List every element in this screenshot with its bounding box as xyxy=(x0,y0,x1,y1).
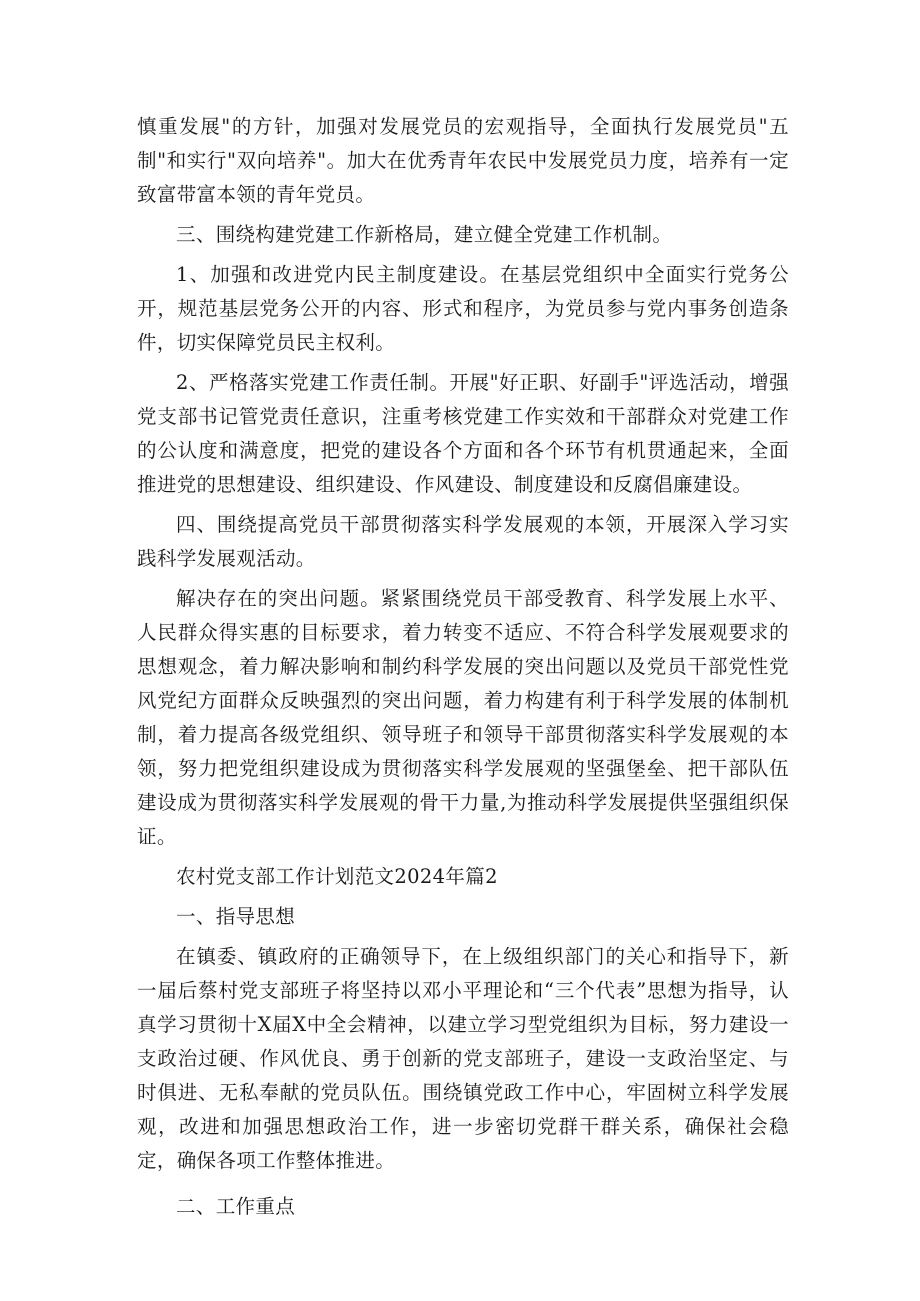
section-heading-three: 三、围绕构建党建工作新格局，建立健全党建工作机制。 xyxy=(176,223,673,246)
section-heading-four: 四、围绕提高党员干部贯彻落实科学发展观的本领，开展深入学习实践科学发展观活动。 xyxy=(137,513,789,570)
section-heading-guiding-ideology: 一、指导思想 xyxy=(176,905,296,928)
paragraph-guiding-ideology: 在镇委、镇政府的正确领导下，在上级组织部门的关心和指导下，新一届后蔡村党支部班子将坚持以邓小平理论和“三个代表”思想为指导，认真学习贯彻十X届X中全会精神，以建立学习型党组织为目标，努力建设一支政治过硬、作风优良、勇于创新的党支部班子，建设一支政治坚定、与时俱进、无私奉献的党员队伍。围绕镇党政工作中心，牢固树立科学发展观，改进和加强思想政治工作，进一步密切党群干群关系，确保社会稳定，确保各项工作整体推进。 xyxy=(137,945,789,1172)
paragraph-item-2: 2、严格落实党建工作责任制。开展"好正职、好副手"评选活动，增强党支部书记管党责任意识，注重考核党建工作实效和干部群众对党建工作的公认度和满意度，把党的建设各个方面和各个环节有机贯通起来，全面推进党的思想建设、组织建设、作风建设、制度建设和反腐倡廉建设。 xyxy=(137,371,789,496)
paragraph-continuation: 慎重发展"的方针，加强对发展党员的宏观指导，全面执行发展党员"五制"和实行"双向培养"。加大在优秀青年农民中发展党员力度，培养有一定致富带富本领的青年党员。 xyxy=(137,115,789,206)
document-body xyxy=(137,110,789,1224)
paragraph-item-1: 1、加强和改进党内民主制度建设。在基层党组织中全面实行党务公开，规范基层党务公开的内容、形式和程序，为党员参与党内事务创造条件，切实保障党员民主权利。 xyxy=(137,263,789,354)
article-title-part-2: 农村党支部工作计划范文2024年篇2 xyxy=(176,865,498,888)
paragraph-solve-problems: 解决存在的突出问题。紧紧围绕党员干部受教育、科学发展上水平、人民群众得实惠的目标要求，着力转变不适应、不符合科学发展观要求的思想观念，着力解决影响和制约科学发展的突出问题以及党员干部党性党风党纪方面群众反映强烈的突出问题，着力构建有利于科学发展的体制机制，着力提高各级党组织、领导班子和领导干部贯彻落实科学发展观的本领，努力把党组织建设成为贯彻落实科学发展观的坚强堡垒、把干部队伍建设成为贯彻落实科学发展观的骨干力量,为推动科学发展提供坚强组织保证。 xyxy=(137,587,789,848)
section-heading-work-focus: 二、工作重点 xyxy=(176,1195,296,1218)
